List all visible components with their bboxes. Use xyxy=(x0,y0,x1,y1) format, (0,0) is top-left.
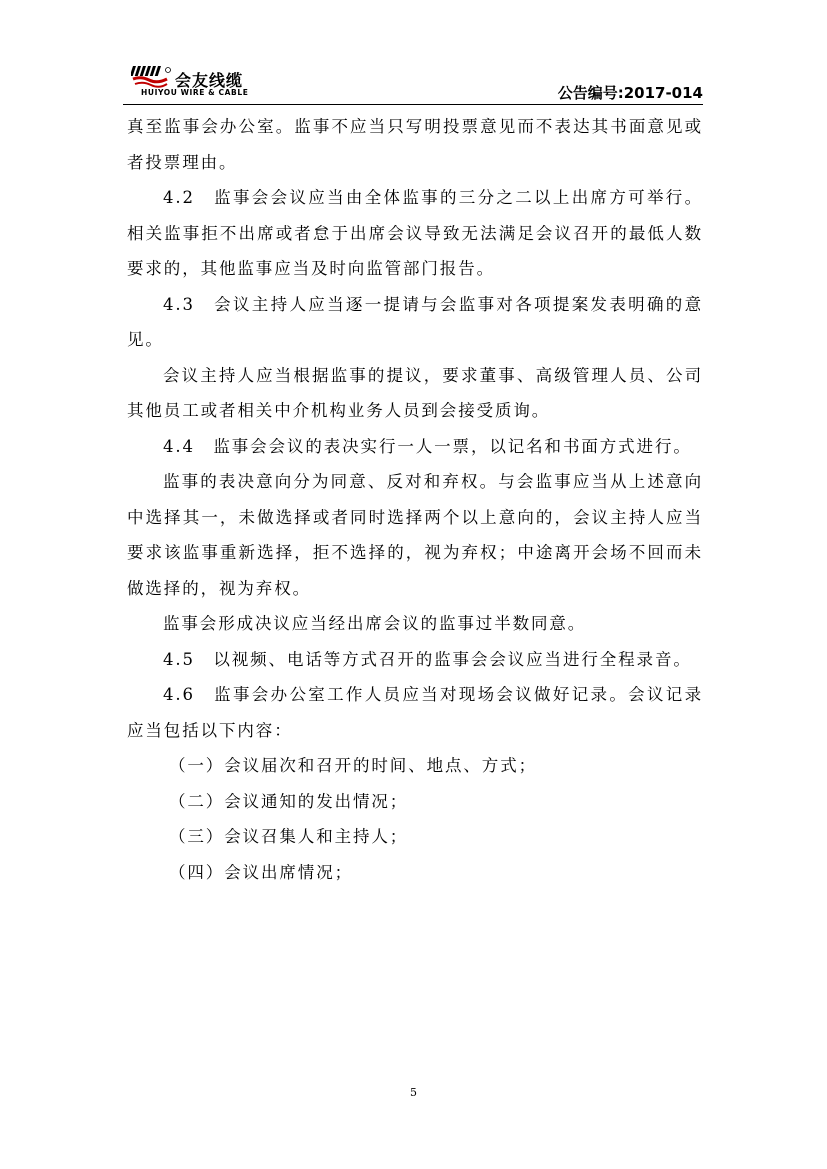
notice-number: 公告编号:2017-014 xyxy=(557,84,703,102)
paragraph: （四）会议出席情况； xyxy=(169,862,353,882)
paragraph: 4.2 监事会会议应当由全体监事的三分之二以上出席方可举行。相关监事拒不出席或者怠于出席会议导致无法满足会议召开的最低人数要求的，其他监事应当及时向监管部门报告。 xyxy=(127,188,703,278)
huiyou-logo-icon xyxy=(131,66,171,88)
paragraph: （三）会议召集人和主持人； xyxy=(169,827,409,846)
paragraph: 4.4 监事会会议的表决实行一人一票，以记名和书面方式进行。 xyxy=(163,436,692,456)
logo-english-name: HUIYOU WIRE & CABLE xyxy=(141,88,249,97)
company-logo xyxy=(131,64,311,98)
paragraph: （一）会议届次和召开的时间、地点、方式； xyxy=(169,756,537,775)
paragraph: 4.6 监事会办公室工作人员应当对现场会议做好记录。会议记录应当包括以下内容： xyxy=(127,685,703,740)
paragraph: 会议主持人应当根据监事的提议，要求董事、高级管理人员、公司其他员工或者相关中介机构业务人员到会接受质询。 xyxy=(127,365,703,420)
page-header xyxy=(123,64,703,106)
page-number: 5 xyxy=(410,1086,417,1099)
logo-chinese-name: 会友线缆 xyxy=(175,71,244,90)
paragraph: （二）会议通知的发出情况； xyxy=(169,791,409,811)
paragraph: 4.3 会议主持人应当逐一提请与会监事对各项提案发表明确的意见。 xyxy=(127,294,703,349)
paragraph: 4.5 以视频、电话等方式召开的监事会会议应当进行全程录音。 xyxy=(163,649,692,669)
document-body xyxy=(127,109,703,890)
paragraph: 真至监事会办公室。监事不应当只写明投票意见而不表达其书面意见或者投票理由。 xyxy=(127,117,703,172)
header-divider xyxy=(123,104,703,105)
paragraph: 监事会形成决议应当经出席会议的监事过半数同意。 xyxy=(163,614,587,633)
paragraph: 监事的表决意向分为同意、反对和弃权。与会监事应当从上述意向中选择其一，未做选择或者同时选择两个以上意向的，会议主持人应当要求该监事重新选择，拒不选择的，视为弃权；中途离开会场不回而未做选择的，视为弃权。 xyxy=(127,472,703,598)
